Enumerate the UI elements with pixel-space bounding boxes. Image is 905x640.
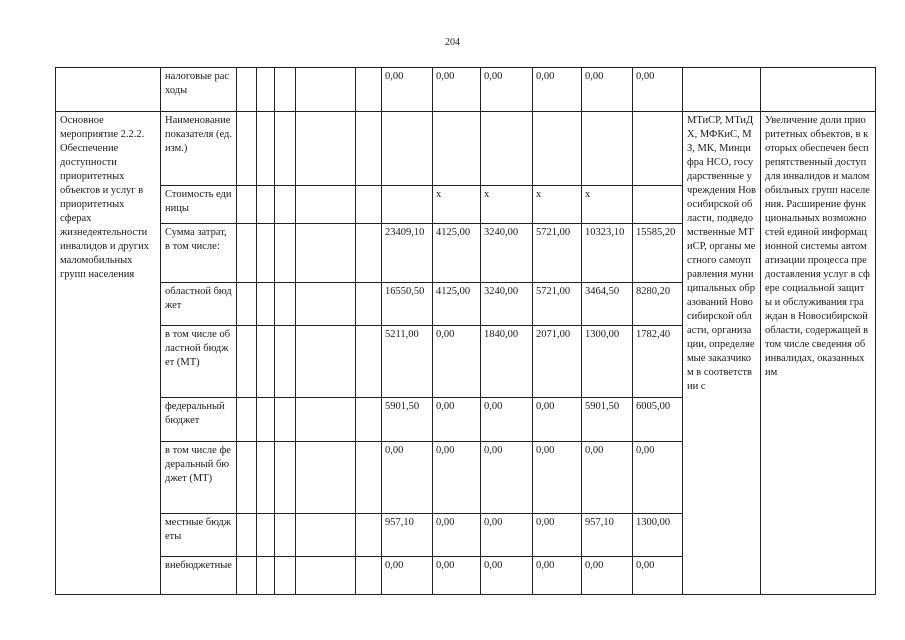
value-cell xyxy=(382,112,433,186)
program-table xyxy=(55,67,876,595)
value-cell: 6005,00 xyxy=(633,398,683,442)
value-cell xyxy=(481,112,533,186)
value-cell: 0,00 xyxy=(582,68,633,112)
value-cell: 0,00 xyxy=(382,68,433,112)
value-cell: 5901,50 xyxy=(382,398,433,442)
value-cell: 3464,50 xyxy=(582,283,633,326)
row-label: Стоимость единицы xyxy=(161,186,237,224)
value-cell: 4125,00 xyxy=(433,224,481,283)
value-cell: 3240,00 xyxy=(481,224,533,283)
row-label: налоговые расходы xyxy=(161,68,237,112)
value-cell xyxy=(533,112,582,186)
value-cell: х xyxy=(533,186,582,224)
value-cell: 0,00 xyxy=(433,68,481,112)
table-row xyxy=(56,112,876,186)
value-cell: 0,00 xyxy=(382,442,433,514)
value-cell: 23409,10 xyxy=(382,224,433,283)
value-cell: 0,00 xyxy=(433,442,481,514)
value-cell: 0,00 xyxy=(481,514,533,557)
value-cell: 1300,00 xyxy=(582,326,633,398)
row-label: местные бюджеты xyxy=(161,514,237,557)
row-label: областной бюджет xyxy=(161,283,237,326)
value-cell: 5901,50 xyxy=(582,398,633,442)
value-cell: 15585,20 xyxy=(633,224,683,283)
value-cell: 5721,00 xyxy=(533,224,582,283)
value-cell: х xyxy=(481,186,533,224)
value-cell: 0,00 xyxy=(481,442,533,514)
page-number: 204 xyxy=(445,37,460,48)
expected-result-cell: Увеличение доли приоритетных объектов, в которых обеспечен беспрепятственный доступ для инвалидов и маломобильных групп населения. Расширение функциональных возможностей единой информационной системы автоматизации процесса предоставления услуг в сфере социальной защиты и обслуживания граждан в Новосибирской области, содержащей в том числе сведения об инвалидах, оказанных им xyxy=(761,112,876,595)
value-cell: 0,00 xyxy=(533,442,582,514)
value-cell: х xyxy=(582,186,633,224)
value-cell: 0,00 xyxy=(433,398,481,442)
value-cell: 957,10 xyxy=(382,514,433,557)
value-cell: 3240,00 xyxy=(481,283,533,326)
value-cell: 4125,00 xyxy=(433,283,481,326)
table-row xyxy=(56,68,876,112)
value-cell: 0,00 xyxy=(633,68,683,112)
empty-cell xyxy=(56,68,161,112)
value-cell: 0,00 xyxy=(433,514,481,557)
value-cell: 0,00 xyxy=(481,398,533,442)
value-cell xyxy=(433,112,481,186)
value-cell: 0,00 xyxy=(633,442,683,514)
value-cell: 2071,00 xyxy=(533,326,582,398)
event-description: Основное мероприятие 2.2.2. Обеспечение доступности приоритетных объектов и услуг в приоритетных сферах жизнедеятельности инвалидов и других маломобильных групп населения xyxy=(56,112,161,595)
value-cell: 10323,10 xyxy=(582,224,633,283)
value-cell xyxy=(382,186,433,224)
value-cell: 8280,20 xyxy=(633,283,683,326)
value-cell: 1300,00 xyxy=(633,514,683,557)
row-label: Сумма затрат, в том числе: xyxy=(161,224,237,283)
value-cell: 0,00 xyxy=(533,557,582,595)
value-cell: х xyxy=(433,186,481,224)
value-cell: 0,00 xyxy=(533,398,582,442)
value-cell: 0,00 xyxy=(481,557,533,595)
value-cell xyxy=(582,112,633,186)
value-cell: 0,00 xyxy=(582,442,633,514)
row-label: в том числе областной бюджет (МТ) xyxy=(161,326,237,398)
value-cell: 1782,40 xyxy=(633,326,683,398)
value-cell: 0,00 xyxy=(533,68,582,112)
value-cell: 0,00 xyxy=(433,326,481,398)
row-label: внебюджетные xyxy=(161,557,237,595)
value-cell xyxy=(633,112,683,186)
value-cell xyxy=(633,186,683,224)
value-cell: 957,10 xyxy=(582,514,633,557)
row-label: федеральный бюджет xyxy=(161,398,237,442)
value-cell: 5211,00 xyxy=(382,326,433,398)
value-cell: 0,00 xyxy=(582,557,633,595)
value-cell: 16550,50 xyxy=(382,283,433,326)
value-cell: 0,00 xyxy=(533,514,582,557)
row-label: в том числе федеральный бюджет (МТ) xyxy=(161,442,237,514)
value-cell: 0,00 xyxy=(382,557,433,595)
value-cell: 0,00 xyxy=(633,557,683,595)
executors-cell: МТиСР, МТиДХ, МФКиС, МЗ, МК, Минцифра НСО, государственные учреждения Новосибирской области, подведомственные МТиСР, органы местного самоуправления муниципальных образований Новосибирской области, организации, определяемые заказчиком в соответствии с xyxy=(683,112,761,595)
value-cell: 1840,00 xyxy=(481,326,533,398)
value-cell: 0,00 xyxy=(433,557,481,595)
value-cell: 5721,00 xyxy=(533,283,582,326)
value-cell: 0,00 xyxy=(481,68,533,112)
row-label: Наименование показателя (ед. изм.) xyxy=(161,112,237,186)
